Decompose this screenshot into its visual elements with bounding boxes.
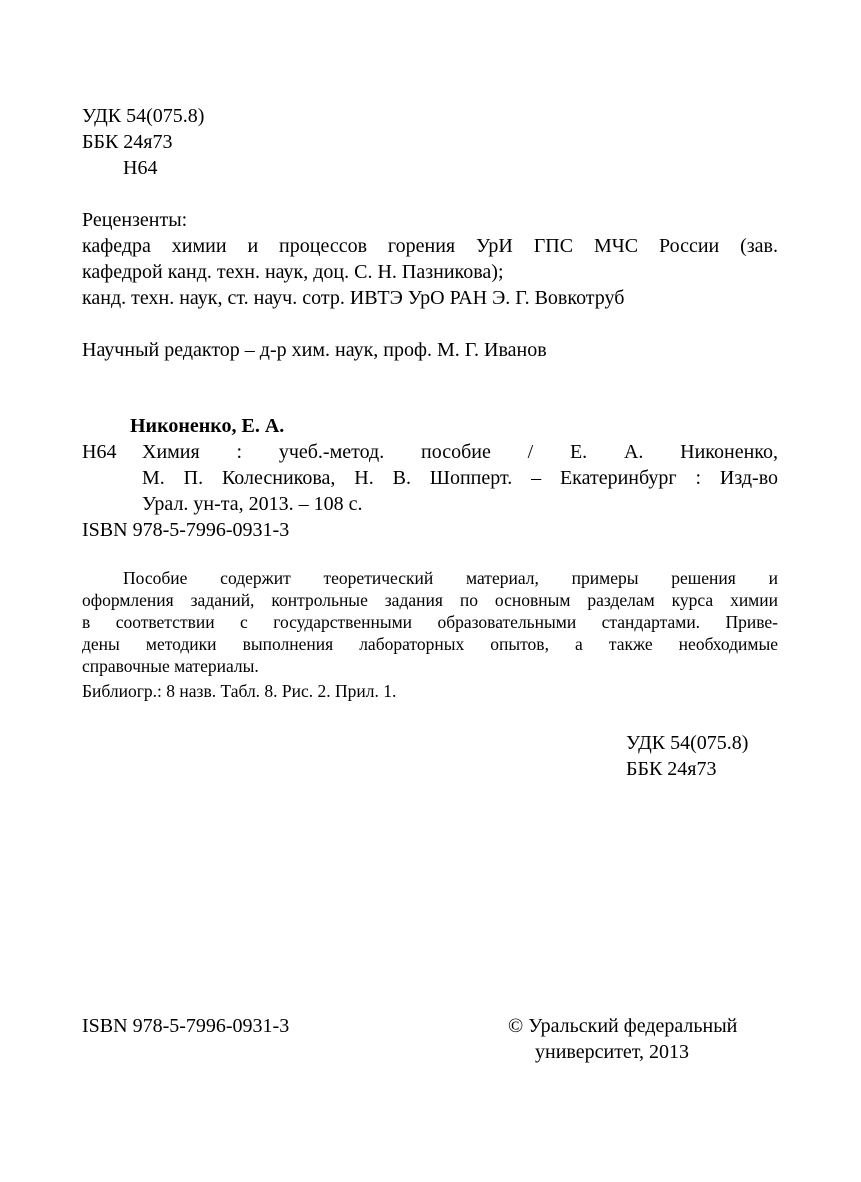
bibliography-note: Библиогр.: 8 назв. Табл. 8. Рис. 2. Прил. 1. [82, 681, 397, 701]
reviewers-line-3: канд. техн. наук, ст. науч. сотр. ИВТЭ УрО РАН Э. Г. Вовкотруб [82, 287, 625, 309]
classification-bbk: ББК 24я73 [626, 758, 717, 780]
catalog-isbn: ISBN 978-5-7996-0931-3 [82, 519, 290, 541]
catalog-line-3: Урал. ун-та, 2013. – 108 с. [142, 493, 363, 515]
copyright-line-2: университет, 2013 [535, 1041, 690, 1063]
catalog-author: Никоненко, Е. А. [130, 415, 285, 437]
udk-code: УДК 54(075.8) [82, 105, 205, 127]
annotation-line-3: в соответствии с государственными образовательными стандартами. Приве- [82, 612, 778, 632]
annotation-line-5: справочные материалы. [82, 656, 259, 676]
catalog-line-1: Химия : учеб.-метод. пособие / Е. А. Никоненко, [142, 441, 778, 463]
reviewers-title: Рецензенты: [82, 209, 188, 231]
bbk-code: ББК 24я73 [82, 131, 173, 153]
footer-isbn: ISBN 978-5-7996-0931-3 [82, 1015, 290, 1037]
author-sign: Н64 [123, 157, 158, 179]
reviewers-line-1: кафедра химии и процессов горения УрИ ГПС МЧС России (зав. [82, 235, 778, 257]
annotation-line-1: Пособие содержит теоретический материал, примеры решения и [123, 568, 778, 588]
annotation-line-4: дены методики выполнения лабораторных опытов, а также необходимые [82, 634, 778, 654]
copyright-line-1: © Уральский федеральный [508, 1015, 738, 1037]
annotation-line-2: оформления заданий, контрольные задания по основным разделам курса химии [82, 590, 778, 610]
catalog-line-2: М. П. Колесникова, Н. В. Шопперт. – Екатеринбург : Изд-во [142, 467, 778, 489]
scientific-editor: Научный редактор – д-р хим. наук, проф. М. Г. Иванов [82, 339, 547, 361]
catalog-code: Н64 [82, 441, 117, 463]
classification-udk: УДК 54(075.8) [626, 732, 749, 754]
reviewers-line-2: кафедрой канд. техн. наук, доц. С. Н. Пазникова); [82, 261, 504, 283]
